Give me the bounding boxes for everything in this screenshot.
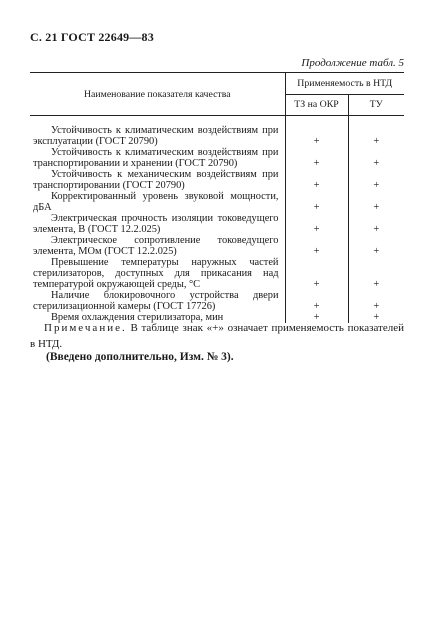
table-row <box>30 235 404 257</box>
tu-mark: + <box>373 279 380 290</box>
header-tz-okr: ТЗ на ОКР <box>285 94 348 116</box>
table-row <box>30 257 404 290</box>
table-row <box>30 191 404 213</box>
indicator-name-cell <box>30 147 285 169</box>
note-text: В таблице знак «+» означает применяемость показателей в НТД. <box>30 322 404 350</box>
table-note <box>30 320 404 352</box>
indicator-name-cell <box>30 257 285 290</box>
tu-mark: + <box>373 202 380 213</box>
tu-mark: + <box>373 301 380 312</box>
indicator-name-cell <box>30 191 285 213</box>
table-continuation-label: Продолжение табл. 5 <box>301 57 404 69</box>
tu-mark: + <box>373 246 380 257</box>
tz-okr-mark: + <box>285 213 348 235</box>
tu-mark: + <box>373 312 380 323</box>
table-row <box>30 116 404 148</box>
table-row <box>30 169 404 191</box>
header-applicability: Применяемость в НТД <box>285 73 404 95</box>
indicator-name-cell <box>30 235 285 257</box>
indicator-name-cell <box>30 169 285 191</box>
indicator-name-cell <box>30 116 285 148</box>
header-tu: ТУ <box>348 94 404 116</box>
tz-okr-mark: + <box>285 290 348 312</box>
tz-okr-mark: + <box>285 191 348 213</box>
tu-mark: + <box>373 180 380 191</box>
tz-okr-mark: + <box>285 257 348 290</box>
table-row <box>30 213 404 235</box>
indicator-name: Время охлаждения стерилизатора, мин <box>51 312 224 323</box>
indicator-name-cell <box>30 290 285 312</box>
tz-okr-mark: + <box>285 235 348 257</box>
indicator-name: Устойчивость к климатическим воздействиям при транспортировании и хранении (ГОСТ 20790) <box>33 147 279 169</box>
amendment-note: (Введено дополнительно, Изм. № 3). <box>46 351 234 363</box>
indicator-name-cell <box>30 213 285 235</box>
table-body <box>30 116 404 324</box>
indicator-name: Корректированный уровень звуковой мощности, дБА <box>33 191 279 213</box>
quality-indicators-table <box>30 72 404 323</box>
indicator-name: Устойчивость к климатическим воздействиям при эксплуатации (ГОСТ 20790) <box>33 125 279 147</box>
tu-mark: + <box>373 224 380 235</box>
tu-mark: + <box>373 136 380 147</box>
indicator-name: Наличие блокировочного устройства двери стерилизационной камеры (ГОСТ 17726) <box>33 290 279 312</box>
note-label: Примечание. <box>44 322 127 334</box>
table-row <box>30 147 404 169</box>
page-header: С. 21 ГОСТ 22649—83 <box>30 30 154 44</box>
tu-mark: + <box>373 158 380 169</box>
tz-okr-mark: + <box>285 147 348 169</box>
indicator-name: Электрическое сопротивление токоведущего элемента, МОм (ГОСТ 12.2.025) <box>33 235 279 257</box>
header-quality-indicator-name: Наименование показателя качества <box>30 73 285 116</box>
indicator-name: Электрическая прочность изоляции токоведущего элемента, В (ГОСТ 12.2.025) <box>33 213 279 235</box>
table-row <box>30 290 404 312</box>
tz-okr-mark: + <box>285 312 348 323</box>
tz-okr-mark: + <box>285 116 348 148</box>
tz-okr-mark: + <box>285 169 348 191</box>
indicator-name: Устойчивость к механическим воздействиям при транспортировании (ГОСТ 20790) <box>33 169 279 191</box>
indicator-name: Превышение температуры наружных частей стерилизаторов, доступных для прикасания над температурой окружающей среды, °С <box>33 257 279 290</box>
